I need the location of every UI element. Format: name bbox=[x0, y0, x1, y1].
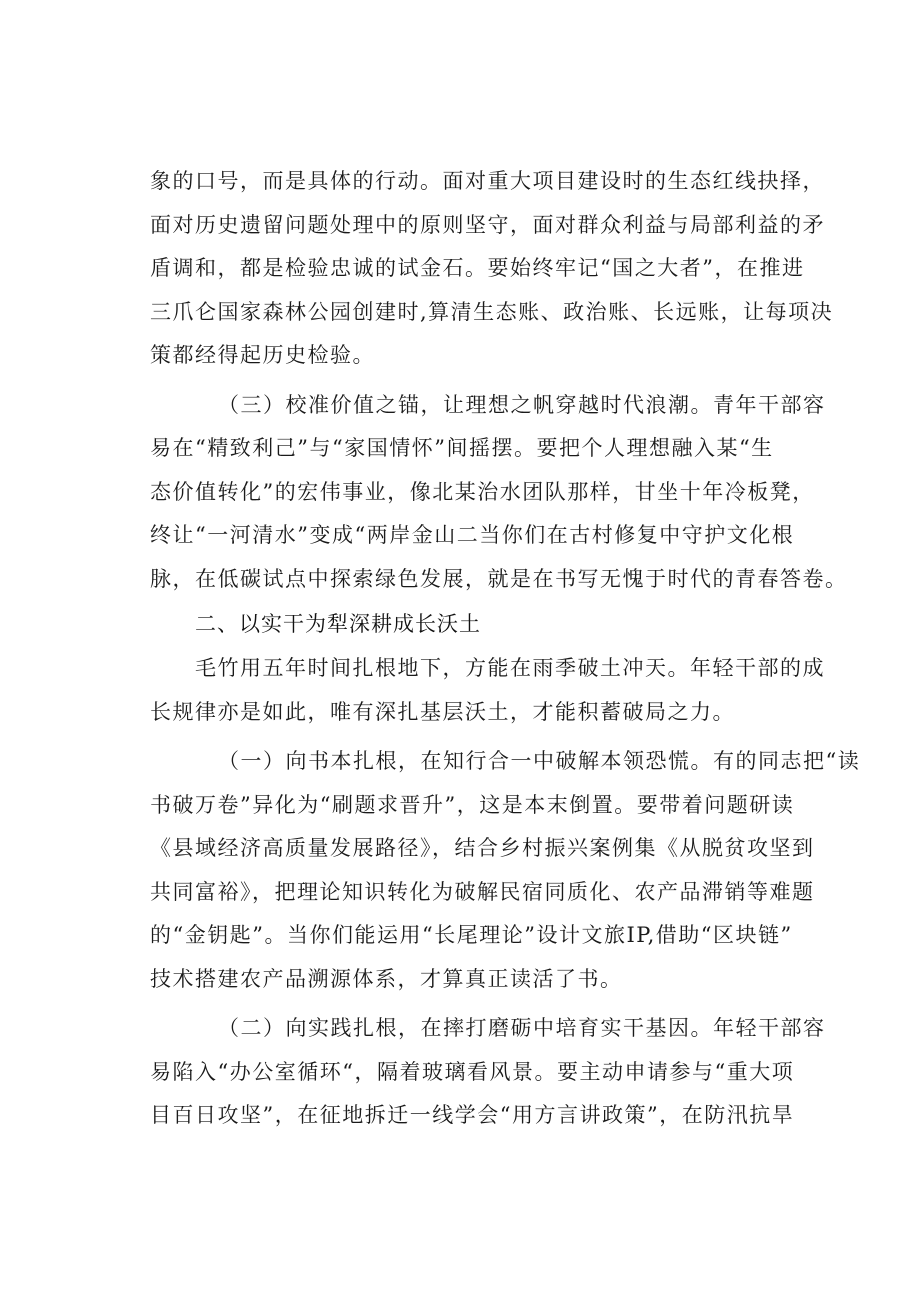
text-line: 象的口号，而是具体的行动。面对重大项目建设时的生态红线抉择， bbox=[150, 169, 825, 193]
text-line: 长规律亦是如此，唯有深扎基层沃土，才能积蓄破局之力。 bbox=[150, 699, 735, 724]
text-line: 终让“一河清水”变成“两岸金山二当你们在古村修复中守护文化根 bbox=[150, 523, 795, 547]
text-line: 脉，在低碳试点中探索绿色发展，就是在书写无愧于时代的青春答卷。 bbox=[150, 566, 848, 591]
section-heading: 二、以实干为犁深耕成长沃土 bbox=[195, 612, 481, 636]
paragraph bbox=[150, 160, 834, 378]
paragraph bbox=[150, 647, 825, 734]
document-body bbox=[150, 160, 861, 1138]
text-line: 三爪仑国家森林公园创建时,算清生态账、政治账、长远账，让每项决 bbox=[150, 299, 834, 324]
text-line: （一）向书本扎根，在知行合一中破解本领恐慌。有的同志把“读 bbox=[218, 749, 861, 773]
text-line: 的“金钥匙”。当你们能运用“长尾理论”设计文旅IP,借助“区块链” bbox=[150, 923, 793, 947]
text-line: 书破万卷”异化为“刷题求晋升”，这是本末倒置。要带着问题研读 bbox=[150, 792, 795, 817]
text-line: 《县域经济高质量发展路径》，结合乡村振兴案例集《从脱贫攻坚到 bbox=[150, 836, 815, 860]
text-line: 盾调和，都是检验忠诚的试金石。要始终牢记“国之大者”，在推进 bbox=[150, 256, 805, 280]
text-line: 共同富裕》，把理论知识转化为破解民宿同质化、农产品滞销等难题 bbox=[150, 879, 815, 904]
text-line: （三）校准价值之锚，让理想之帆穿越时代浪潮。青年干部容 bbox=[218, 392, 826, 417]
text-line: （二）向实践扎根，在摔打磨砺中培育实干基因。年轻干部容 bbox=[218, 1016, 826, 1040]
text-line: 技术搭建农产品溯源体系，才算真正读活了书。 bbox=[150, 966, 623, 991]
text-line: 目百日攻坚”，在征地拆迁一线学会“用方言讲政策”，在防汛抗旱 bbox=[150, 1103, 795, 1127]
text-line: 毛竹用五年时间扎根地下，方能在雨季破土冲天。年轻干部的成 bbox=[195, 656, 825, 680]
text-line: 面对历史遗留问题处理中的原则坚守，面对群众利益与局部利益的矛 bbox=[150, 212, 825, 237]
text-line: 易陷入“办公室循环“，隔着玻璃看风景。要主动申请参与“重大项 bbox=[150, 1059, 795, 1084]
text-line: 态价值转化”的宏伟事业，像北某治水团队那样，甘坐十年冷板凳， bbox=[150, 479, 815, 504]
text-line: 易在“精致利己”与“家国情怀”间摇摆。要把个人理想融入某“生 bbox=[150, 436, 774, 460]
paragraph bbox=[150, 740, 861, 1001]
paragraph bbox=[150, 1007, 826, 1138]
text-line: 策都经得起历史检验。 bbox=[150, 343, 375, 367]
paragraph bbox=[150, 384, 848, 602]
